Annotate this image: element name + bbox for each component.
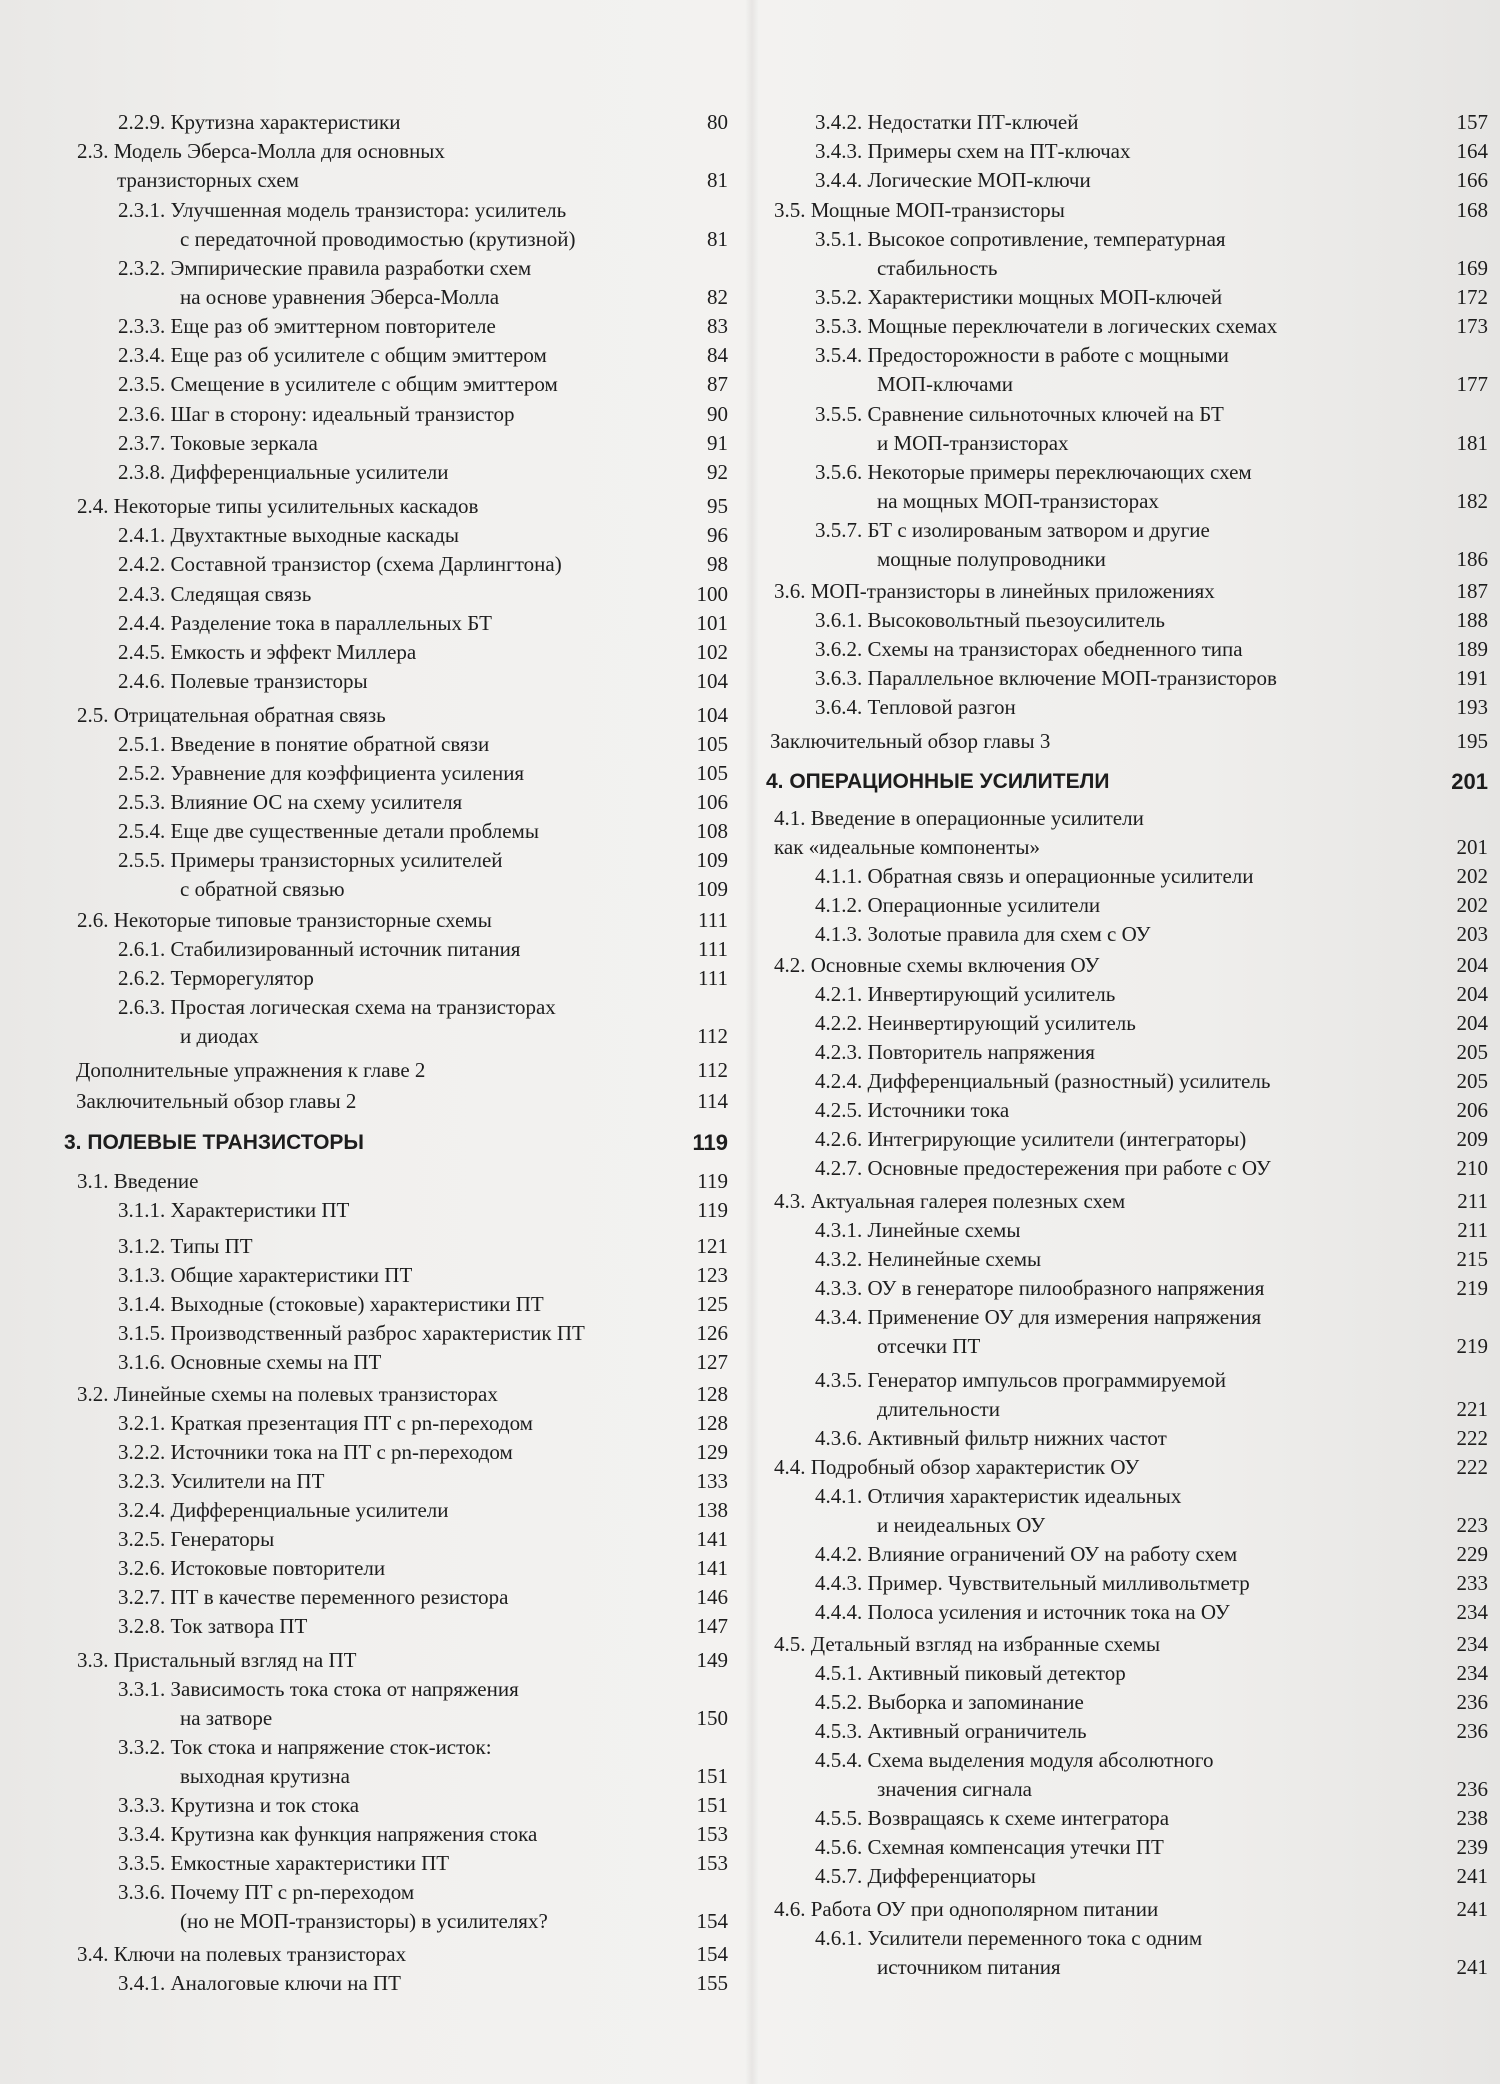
toc-entry-title: 3.5.3. Мощные переключатели в логических схемах xyxy=(815,314,1278,338)
toc-entry-title: 4.2.5. Источники тока xyxy=(815,1098,1010,1122)
toc-entry-title: 4. ОПЕРАЦИОННЫЕ УСИЛИТЕЛИ xyxy=(766,770,1110,793)
toc-entry-title: 3.1.5. Производственный разброс характеристик ПТ xyxy=(118,1321,585,1345)
toc-page-number: 195 xyxy=(1456,729,1488,753)
toc-entry-title: на затворе xyxy=(180,1706,273,1730)
toc-page-number: 112 xyxy=(697,1024,728,1048)
toc-page-number: 114 xyxy=(697,1089,728,1113)
toc-page-number: 82 xyxy=(707,285,728,309)
toc-entry-title: 3.5.1. Высокое сопротивление, температурная xyxy=(815,227,1226,251)
toc-page-number: 151 xyxy=(696,1764,728,1788)
toc-entry-title: 2.5. Отрицательная обратная связь xyxy=(77,703,386,727)
toc-page-number: 109 xyxy=(696,848,728,872)
page-gutter-shadow xyxy=(745,0,759,2084)
toc-page-number: 189 xyxy=(1456,637,1488,661)
toc-page-number: 96 xyxy=(707,523,728,547)
toc-entry-title: 2.6. Некоторые типовые транзисторные схемы xyxy=(77,908,492,932)
toc-page-number: 202 xyxy=(1456,864,1488,888)
toc-page-number: 201 xyxy=(1451,769,1488,794)
toc-page-number: 169 xyxy=(1456,256,1488,280)
toc-entry-title: 3.5. Мощные МОП-транзисторы xyxy=(774,198,1065,222)
toc-entry-title: 2.5.1. Введение в понятие обратной связи xyxy=(118,732,490,756)
toc-page-number: 181 xyxy=(1456,431,1488,455)
toc-page-number: 127 xyxy=(696,1350,728,1374)
toc-entry-title: 4.4.2. Влияние ограничений ОУ на работу схем xyxy=(815,1542,1238,1566)
toc-entry-title: 4.3.1. Линейные схемы xyxy=(815,1218,1021,1242)
toc-page-number: 211 xyxy=(1457,1218,1488,1242)
toc-page-number: 222 xyxy=(1456,1455,1488,1479)
toc-page-number: 222 xyxy=(1456,1426,1488,1450)
toc-entry-title: 4.4.1. Отличия характеристик идеальных xyxy=(815,1484,1182,1508)
toc-entry-title: 2.3.3. Еще раз об эмиттерном повторителе xyxy=(118,314,496,338)
toc-entry-title: 4.5.4. Схема выделения модуля абсолютного xyxy=(815,1748,1214,1772)
toc-entry-title: транзисторных схем xyxy=(117,168,299,192)
toc-page-number: 151 xyxy=(696,1793,728,1817)
toc-page-number: 126 xyxy=(696,1321,728,1345)
toc-entry-title: 3.5.5. Сравнение сильноточных ключей на БТ xyxy=(815,402,1224,426)
toc-entry-title: 2.4.2. Составной транзистор (схема Дарлингтона) xyxy=(118,552,562,576)
toc-entry-title: на мощных МОП-транзисторах xyxy=(877,489,1159,513)
toc-entry-title: 4.4. Подробный обзор характеристик ОУ xyxy=(774,1455,1140,1479)
toc-page-number: 229 xyxy=(1456,1542,1488,1566)
toc-entry-title: 4.5.7. Дифференциаторы xyxy=(815,1864,1036,1888)
toc-entry-title: и неидеальных ОУ xyxy=(877,1513,1046,1537)
toc-entry-title: 4.2.4. Дифференциальный (разностный) усилитель xyxy=(815,1069,1271,1093)
toc-entry-title: 4.3.4. Применение ОУ для измерения напряжения xyxy=(815,1305,1262,1329)
toc-entry-title: 2.6.2. Терморегулятор xyxy=(118,966,314,990)
toc-entry-title: 3.5.6. Некоторые примеры переключающих схем xyxy=(815,460,1252,484)
toc-entry-title: 2.3. Модель Эберса-Молла для основных xyxy=(77,139,445,163)
toc-entry-title: 2.3.4. Еще раз об усилителе с общим эмиттером xyxy=(118,343,547,367)
toc-entry-title: 3.4. Ключи на полевых транзисторах xyxy=(77,1942,407,1966)
toc-page-number: 83 xyxy=(707,314,728,338)
toc-page-number: 239 xyxy=(1456,1835,1488,1859)
toc-entry-title: источником питания xyxy=(877,1955,1061,1979)
toc-entry-title: 3.3.4. Крутизна как функция напряжения стока xyxy=(118,1822,538,1846)
toc-page-number: 112 xyxy=(697,1058,728,1082)
toc-page-number: 204 xyxy=(1456,982,1488,1006)
toc-entry-title: 2.3.6. Шаг в сторону: идеальный транзистор xyxy=(118,402,515,426)
toc-page-number: 221 xyxy=(1456,1397,1488,1421)
toc-entry-title: 3.4.3. Примеры схем на ПТ-ключах xyxy=(815,139,1131,163)
toc-page-number: 172 xyxy=(1456,285,1488,309)
toc-page-number: 241 xyxy=(1456,1897,1488,1921)
toc-entry-title: 4.1.1. Обратная связь и операционные усилители xyxy=(815,864,1254,888)
toc-entry-title: 3.1.6. Основные схемы на ПТ xyxy=(118,1350,382,1374)
toc-entry-title: 4.6. Работа ОУ при однополярном питании xyxy=(774,1897,1159,1921)
toc-entry-title: 2.5.2. Уравнение для коэффициента усиления xyxy=(118,761,525,785)
toc-page-number: 141 xyxy=(696,1556,728,1580)
toc-entry-title: 3.2.6. Истоковые повторители xyxy=(118,1556,386,1580)
toc-entry-title: мощные полупроводники xyxy=(877,547,1106,571)
toc-entry-title: 4.2.2. Неинвертирующий усилитель xyxy=(815,1011,1136,1035)
toc-entry-title: 2.3.1. Улучшенная модель транзистора: усилитель xyxy=(118,198,567,222)
toc-entry-title: и МОП-транзисторах xyxy=(877,431,1069,455)
toc-entry-title: 2.4.4. Разделение тока в параллельных БТ xyxy=(118,611,492,635)
toc-entry-title: 3.1.2. Типы ПТ xyxy=(118,1234,253,1258)
toc-entry-title: 3.5.4. Предосторожности в работе с мощными xyxy=(815,343,1229,367)
toc-page-number: 123 xyxy=(696,1263,728,1287)
toc-page-number: 104 xyxy=(696,669,728,693)
toc-entry-title: 3.3.1. Зависимость тока стока от напряжения xyxy=(118,1677,519,1701)
toc-entry-title: на основе уравнения Эберса-Молла xyxy=(180,285,500,309)
toc-entry-title: 4.2.6. Интегрирующие усилители (интеграторы) xyxy=(815,1127,1247,1151)
toc-entry-title: 4.5. Детальный взгляд на избранные схемы xyxy=(774,1632,1161,1656)
toc-page-number: 154 xyxy=(696,1942,728,1966)
toc-page-number: 236 xyxy=(1456,1719,1488,1743)
toc-page-number: 236 xyxy=(1456,1777,1488,1801)
toc-page-number: 111 xyxy=(698,908,728,932)
toc-entry-title: 4.5.3. Активный ограничитель xyxy=(815,1719,1087,1743)
toc-page-number: 80 xyxy=(707,110,728,134)
toc-entry-title: 4.2.1. Инвертирующий усилитель xyxy=(815,982,1116,1006)
toc-entry-title: 4.1.3. Золотые правила для схем с ОУ xyxy=(815,922,1151,946)
toc-page-number: 191 xyxy=(1456,666,1488,690)
toc-page-number: 153 xyxy=(696,1822,728,1846)
toc-entry-title: с передаточной проводимостью (крутизной) xyxy=(180,227,576,251)
toc-entry-title: Заключительный обзор главы 2 xyxy=(76,1089,357,1113)
toc-entry-title: 3.2.8. Ток затвора ПТ xyxy=(118,1614,308,1638)
toc-page-number: 164 xyxy=(1456,139,1488,163)
toc-page-number: 146 xyxy=(696,1585,728,1609)
toc-page-number: 149 xyxy=(696,1648,728,1672)
toc-entry-title: 4.4.4. Полоса усиления и источник тока на ОУ xyxy=(815,1600,1230,1624)
toc-page-number: 81 xyxy=(707,168,728,192)
toc-entry-title: 2.4.3. Следящая связь xyxy=(118,582,312,606)
toc-entry-title: 2.4. Некоторые типы усилительных каскадов xyxy=(77,494,479,518)
toc-page-number: 193 xyxy=(1456,695,1488,719)
toc-page-number: 105 xyxy=(696,732,728,756)
toc-page-number: 219 xyxy=(1456,1276,1488,1300)
toc-page-number: 241 xyxy=(1456,1955,1488,1979)
toc-entry-title: 3.5.2. Характеристики мощных МОП-ключей xyxy=(815,285,1223,309)
toc-page-number: 90 xyxy=(707,402,728,426)
toc-page-number: 206 xyxy=(1456,1098,1488,1122)
toc-entry-title: 4.3.5. Генератор импульсов программируемой xyxy=(815,1368,1227,1392)
toc-entry-title: 2.4.6. Полевые транзисторы xyxy=(118,669,368,693)
toc-entry-title: Дополнительные упражнения к главе 2 xyxy=(76,1058,426,1082)
toc-page-number: 128 xyxy=(696,1382,728,1406)
toc-entry-title: с обратной связью xyxy=(180,877,345,901)
toc-entry-title: 3.2.7. ПТ в качестве переменного резистора xyxy=(118,1585,509,1609)
toc-entry-title: 3.2.4. Дифференциальные усилители xyxy=(118,1498,449,1522)
toc-page-number: 211 xyxy=(1457,1189,1488,1213)
toc-entry-title: 3.5.7. БТ с изолированым затвором и другие xyxy=(815,518,1210,542)
toc-entry-title: 2.3.8. Дифференциальные усилители xyxy=(118,460,449,484)
toc-page-number: 188 xyxy=(1456,608,1488,632)
toc-entry-title: 2.3.2. Эмпирические правила разработки схем xyxy=(118,256,532,280)
toc-page-number: 138 xyxy=(696,1498,728,1522)
toc-page-number: 201 xyxy=(1456,835,1488,859)
toc-page-number: 173 xyxy=(1456,314,1488,338)
toc-page-number: 205 xyxy=(1456,1069,1488,1093)
toc-page-number: 234 xyxy=(1456,1661,1488,1685)
toc-entry-title: (но не МОП-транзисторы) в усилителях? xyxy=(180,1909,548,1933)
toc-page-number: 182 xyxy=(1456,489,1488,513)
toc-entry-title: 3.4.2. Недостатки ПТ-ключей xyxy=(815,110,1079,134)
toc-page-number: 125 xyxy=(696,1292,728,1316)
toc-page-number: 204 xyxy=(1456,1011,1488,1035)
toc-page-number: 128 xyxy=(696,1411,728,1435)
toc-entry-title: 2.5.4. Еще две существенные детали проблемы xyxy=(118,819,539,843)
toc-page-number: 155 xyxy=(696,1971,728,1995)
toc-entry-title: и диодах xyxy=(180,1024,259,1048)
toc-page-number: 187 xyxy=(1456,579,1488,603)
toc-entry-title: 3.1.3. Общие характеристики ПТ xyxy=(118,1263,413,1287)
toc-page-number: 177 xyxy=(1456,372,1488,396)
toc-page-number: 91 xyxy=(707,431,728,455)
toc-page-number: 81 xyxy=(707,227,728,251)
toc-entry-title: 2.3.5. Смещение в усилителе с общим эмиттером xyxy=(118,372,558,396)
toc-entry-title: 4.5.5. Возвращаясь к схеме интегратора xyxy=(815,1806,1170,1830)
toc-page-number: 157 xyxy=(1456,110,1488,134)
toc-entry-title: 3. ПОЛЕВЫЕ ТРАНЗИСТОРЫ xyxy=(64,1131,364,1154)
toc-page-number: 119 xyxy=(697,1169,728,1193)
toc-page-number: 238 xyxy=(1456,1806,1488,1830)
toc-page-number: 84 xyxy=(707,343,728,367)
toc-entry-title: 3.2.3. Усилители на ПТ xyxy=(118,1469,325,1493)
toc-entry-title: 4.3.2. Нелинейные схемы xyxy=(815,1247,1042,1271)
toc-entry-title: отсечки ПТ xyxy=(877,1334,981,1358)
toc-page-number: 234 xyxy=(1456,1600,1488,1624)
toc-page-number: 147 xyxy=(696,1614,728,1638)
toc-page-number: 105 xyxy=(696,761,728,785)
toc-entry-title: 4.4.3. Пример. Чувствительный милливольтметр xyxy=(815,1571,1250,1595)
toc-page-number: 92 xyxy=(707,460,728,484)
toc-page-number: 119 xyxy=(697,1198,728,1222)
toc-entry-title: стабильность xyxy=(877,256,998,280)
toc-entry-title: 4.3.6. Активный фильтр нижних частот xyxy=(815,1426,1167,1450)
toc-entry-title: 3.1.4. Выходные (стоковые) характеристики ПТ xyxy=(118,1292,544,1316)
toc-page-number: 109 xyxy=(696,877,728,901)
toc-page-number: 150 xyxy=(696,1706,728,1730)
toc-entry-title: 4.1. Введение в операционные усилители xyxy=(774,806,1144,830)
toc-entry-title: длительности xyxy=(877,1397,1000,1421)
toc-entry-title: 4.3.3. ОУ в генераторе пилообразного напряжения xyxy=(815,1276,1265,1300)
toc-entry-title: 4.2. Основные схемы включения ОУ xyxy=(774,953,1100,977)
toc-page-number: 168 xyxy=(1456,198,1488,222)
toc-page-number: 203 xyxy=(1456,922,1488,946)
toc-page-number: 100 xyxy=(696,582,728,606)
toc-entry-title: 4.5.2. Выборка и запоминание xyxy=(815,1690,1084,1714)
toc-entry-title: Заключительный обзор главы 3 xyxy=(770,729,1051,753)
toc-page-number: 111 xyxy=(698,937,728,961)
toc-entry-title: 3.6.2. Схемы на транзисторах обедненного типа xyxy=(815,637,1243,661)
toc-entry-title: 3.4.4. Логические МОП-ключи xyxy=(815,168,1091,192)
toc-entry-title: МОП-ключами xyxy=(877,372,1013,396)
toc-entry-title: 2.3.7. Токовые зеркала xyxy=(118,431,318,455)
toc-entry-title: 2.4.1. Двухтактные выходные каскады xyxy=(118,523,460,547)
toc-entry-title: 4.6.1. Усилители переменного тока с одним xyxy=(815,1926,1203,1950)
toc-page-number: 108 xyxy=(696,819,728,843)
toc-page-number: 102 xyxy=(696,640,728,664)
toc-entry-title: 3.2.1. Краткая презентация ПТ с pn-переходом xyxy=(118,1411,533,1435)
toc-entry-title: 3.3.5. Емкостные характеристики ПТ xyxy=(118,1851,450,1875)
toc-page-number: 204 xyxy=(1456,953,1488,977)
toc-entry-title: 3.6.3. Параллельное включение МОП-транзисторов xyxy=(815,666,1277,690)
toc-entry-title: 3.2. Линейные схемы на полевых транзисторах xyxy=(77,1382,498,1406)
toc-entry-title: 3.3.6. Почему ПТ с pn-переходом xyxy=(118,1880,415,1904)
toc-page-number: 87 xyxy=(707,372,728,396)
toc-page-number: 129 xyxy=(696,1440,728,1464)
toc-entry-title: 3.3.3. Крутизна и ток стока xyxy=(118,1793,360,1817)
toc-entry-title: 3.6.4. Тепловой разгон xyxy=(815,695,1016,719)
toc-entry-title: 4.5.6. Схемная компенсация утечки ПТ xyxy=(815,1835,1164,1859)
toc-entry-title: 4.2.3. Повторитель напряжения xyxy=(815,1040,1095,1064)
toc-page-number: 236 xyxy=(1456,1690,1488,1714)
toc-page-number: 153 xyxy=(696,1851,728,1875)
toc-page-number: 106 xyxy=(696,790,728,814)
toc-entry-title: 3.2.2. Источники тока на ПТ с pn-переходом xyxy=(118,1440,513,1464)
toc-page-number: 119 xyxy=(692,1130,728,1155)
toc-page-number: 202 xyxy=(1456,893,1488,917)
toc-page-number: 234 xyxy=(1456,1632,1488,1656)
toc-page-number: 98 xyxy=(707,552,728,576)
toc-entry-title: выходная крутизна xyxy=(180,1764,350,1788)
toc-entry-title: 4.3. Актуальная галерея полезных схем xyxy=(774,1189,1126,1213)
toc-entry-title: 2.6.1. Стабилизированный источник питания xyxy=(118,937,521,961)
toc-page-number: 121 xyxy=(696,1234,728,1258)
toc-entry-title: 4.1.2. Операционные усилители xyxy=(815,893,1101,917)
toc-page-number: 141 xyxy=(696,1527,728,1551)
toc-page-number: 154 xyxy=(696,1909,728,1933)
toc-page-number: 95 xyxy=(707,494,728,518)
toc-entry-title: 4.5.1. Активный пиковый детектор xyxy=(815,1661,1126,1685)
toc-page-number: 111 xyxy=(698,966,728,990)
toc-entry-title: 3.3. Пристальный взгляд на ПТ xyxy=(77,1648,357,1672)
toc-page-number: 210 xyxy=(1456,1156,1488,1180)
toc-entry-title: 3.1. Введение xyxy=(77,1169,199,1193)
toc-entry-title: 3.6. МОП-транзисторы в линейных приложениях xyxy=(774,579,1215,603)
toc-entry-title: 3.1.1. Характеристики ПТ xyxy=(118,1198,350,1222)
toc-entry-title: 3.3.2. Ток стока и напряжение сток-исток: xyxy=(118,1735,492,1759)
toc-entry-title: 2.2.9. Крутизна характеристики xyxy=(118,110,401,134)
toc-entry-title: 2.4.5. Емкость и эффект Миллера xyxy=(118,640,417,664)
toc-entry-title: 2.5.3. Влияние ОС на схему усилителя xyxy=(118,790,463,814)
toc-entry-title: значения сигнала xyxy=(877,1777,1032,1801)
toc-page-number: 205 xyxy=(1456,1040,1488,1064)
toc-page-number: 241 xyxy=(1456,1864,1488,1888)
toc-page-number: 186 xyxy=(1456,547,1488,571)
toc-entry-title: 3.2.5. Генераторы xyxy=(118,1527,275,1551)
toc-page-number: 223 xyxy=(1456,1513,1488,1537)
toc-page-number: 219 xyxy=(1456,1334,1488,1358)
toc-page-number: 101 xyxy=(696,611,728,635)
toc-entry-title: 2.6.3. Простая логическая схема на транзисторах xyxy=(118,995,556,1019)
toc-page-number: 209 xyxy=(1456,1127,1488,1151)
toc-page-number: 133 xyxy=(696,1469,728,1493)
toc-entry-title: 4.2.7. Основные предостережения при работе с ОУ xyxy=(815,1156,1271,1180)
toc-entry-title: 3.6.1. Высоковольтный пьезоусилитель xyxy=(815,608,1165,632)
toc-entry-title: 3.4.1. Аналоговые ключи на ПТ xyxy=(118,1971,401,1995)
toc-page-number: 233 xyxy=(1456,1571,1488,1595)
toc-page-number: 166 xyxy=(1456,168,1488,192)
toc-page-number: 104 xyxy=(696,703,728,727)
toc-page-number: 215 xyxy=(1456,1247,1488,1271)
toc-entry-title: 2.5.5. Примеры транзисторных усилителей xyxy=(118,848,503,872)
toc-entry-title: как «идеальные компоненты» xyxy=(774,835,1040,859)
